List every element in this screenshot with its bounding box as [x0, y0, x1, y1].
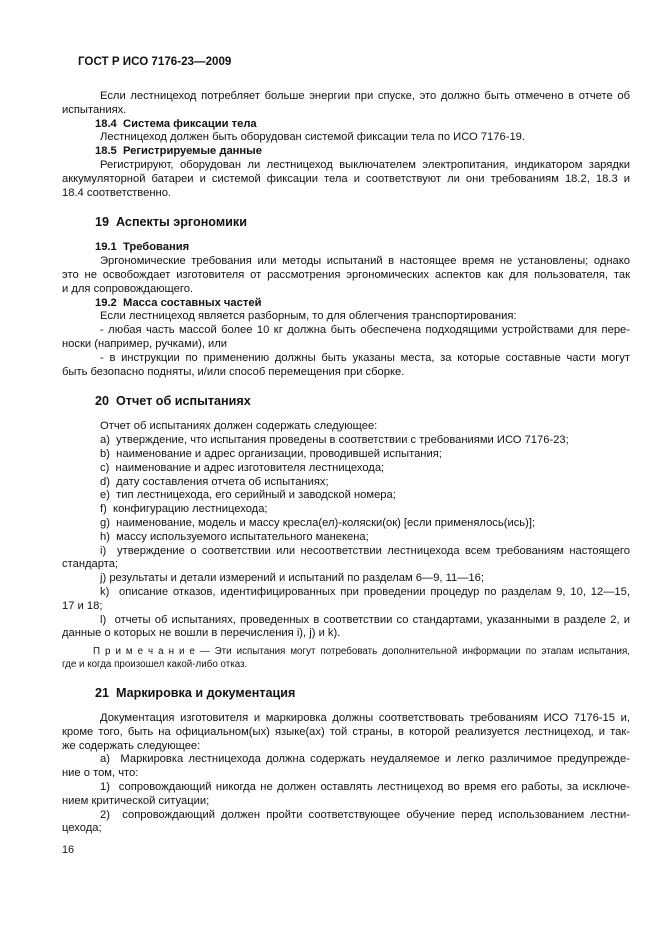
paragraph	[62, 90, 630, 118]
text-line: c) наименование и адрес изготовителя лестницехода;	[100, 461, 385, 474]
text-line: - в инструкции по применению должны быть указаны места, за которые составные части могут	[100, 351, 630, 364]
running-header: ГОСТ Р ИСО 7176-23—2009	[78, 55, 232, 68]
paragraph	[62, 434, 630, 448]
text-line: Документация изготовителя и маркировка должны соответствовать требованиям ИСО 7176-15 и,	[100, 712, 630, 725]
text-line: e) тип лестницехода, его серийный и заводской номера;	[100, 489, 396, 502]
paragraph	[62, 545, 630, 573]
text-line: - любая часть массой более 10 кг должна быть обеспечена подходящими устройствами для пере-	[100, 324, 630, 337]
paragraph	[62, 586, 630, 614]
text-line: Регистрируют, оборудован ли лестницеход выключателем электропитания, индикатором зарядки	[100, 158, 630, 171]
text-line: Лестницеход должен быть оборудован системой фиксации тела по ИСО 7176-19.	[100, 131, 526, 144]
document-body	[62, 90, 630, 836]
paragraph	[62, 489, 630, 503]
paragraph	[62, 517, 630, 531]
text-line: i) утверждение о соответствии или несоответствии лестницехода всем требованиям настоящего	[100, 544, 630, 557]
text-line: данные о которых не вошли в перечисления i), j) и k).	[62, 627, 341, 640]
paragraph	[62, 131, 630, 145]
text-line: аккумуляторной батареи и системой фиксации тела и соответствуют ли они требованиям 18.2, 18.3 и	[62, 172, 630, 185]
text-line: кроме того, быть на официальном(ых) языке(ах) той страны, в которой реализуется лестницеход, и так-	[62, 725, 630, 738]
text-line: l) отчеты об испытаниях, проведенных в соответствии со стандартами, указанными в разделе 2, и	[100, 613, 630, 626]
text-line: нием критической ситуации;	[62, 794, 210, 807]
paragraph	[62, 476, 630, 490]
text-line: 18.4 соответственно.	[62, 186, 172, 199]
text-line: f) конфигурацию лестницехода;	[100, 503, 268, 516]
text-line: h) массу используемого испытательного манекена;	[100, 530, 369, 543]
paragraph	[62, 753, 630, 781]
paragraph	[62, 614, 630, 642]
text-line: и для сопровождающего.	[62, 282, 194, 295]
text-line: быть безопасно подняты, и/или способ перемещения при сборке.	[62, 365, 405, 378]
text-line: где и когда произошел какой-либо отказ.	[62, 658, 248, 670]
text-line: b) наименование и адрес организации, проводившей испытания;	[100, 447, 442, 460]
paragraph	[62, 324, 630, 352]
text-line: Если лестницеход является разборным, то для облегчения транспортирования:	[100, 310, 517, 323]
paragraph	[62, 310, 630, 324]
subsection-heading: 19.1 Требования	[95, 241, 190, 254]
text-line: Эргономические требования или методы испытаний в настоящее время не установлены; однако	[100, 255, 630, 268]
text-line: d) дату составления отчета об испытаниях;	[100, 475, 329, 488]
text-line: k) описание отказов, идентифицированных при проведении процедур по разделам 9, 10, 12—15,	[100, 585, 630, 598]
section-heading: 20 Отчет об испытаниях	[95, 394, 251, 409]
text-line: испытаниях.	[62, 103, 127, 116]
text-line: а) Маркировка лестницехода должна содержать неудаляемое и легко различимое предупрежде-	[100, 753, 630, 766]
subsection-heading: 18.5 Регистрируемые данные	[95, 145, 262, 158]
note-paragraph	[62, 646, 630, 671]
text-line: ние о том, что:	[62, 767, 139, 780]
text-line: носки (например, ручками), или	[62, 337, 228, 350]
section-heading: 21 Маркировка и документация	[95, 686, 296, 701]
paragraph	[62, 712, 630, 753]
paragraph	[62, 462, 630, 476]
paragraph	[62, 531, 630, 545]
text-line: Если лестницеход потребляет больше энергии при спуске, это должно быть отмечено в отчете об	[100, 90, 630, 102]
paragraph	[62, 781, 630, 809]
subsection-heading: 19.2 Масса составных частей	[95, 296, 262, 309]
text-line: цехода;	[62, 822, 102, 835]
text-line: 1) сопровождающий никогда не должен оставлять лестницеход во время его работы, за исключе-	[100, 781, 630, 794]
paragraph	[62, 255, 630, 296]
section-heading: 19 Аспекты эргономики	[95, 215, 247, 230]
text-line: это не освобождает изготовителя от рассмотрения эргономических аспектов как для пользователя, так	[62, 268, 630, 281]
paragraph	[62, 420, 630, 434]
paragraph	[62, 572, 630, 586]
text-line: стандарта;	[62, 558, 119, 571]
text-line: g) наименование, модель и массу кресла(ел)-коляски(ок) [если применялось(ись)];	[100, 516, 536, 529]
text-line: a) утверждение, что испытания проведены в соответствии с требованиями ИСО 7176-23;	[100, 434, 569, 447]
text-line: 2) сопровождающий должен пройти соответствующее обучение перед использованием лестни-	[100, 808, 630, 821]
text-line: Отчет об испытаниях должен содержать следующее:	[100, 420, 378, 433]
paragraph	[62, 503, 630, 517]
paragraph	[62, 809, 630, 837]
page-number: 16	[62, 844, 75, 856]
text-line: же содержать следующее:	[62, 739, 201, 752]
paragraph	[62, 448, 630, 462]
text-line: j) результаты и детали измерений и испытаний по разделам 6—9, 11—16;	[100, 572, 484, 585]
subsection-heading: 18.4 Система фиксации тела	[95, 117, 257, 130]
paragraph	[62, 159, 630, 200]
paragraph	[62, 352, 630, 380]
text-line: П р и м е ч а н и е — Эти испытания могут потребовать дополнительной информации по этапам испытания,	[93, 646, 630, 658]
text-line: 17 и 18;	[62, 599, 103, 612]
